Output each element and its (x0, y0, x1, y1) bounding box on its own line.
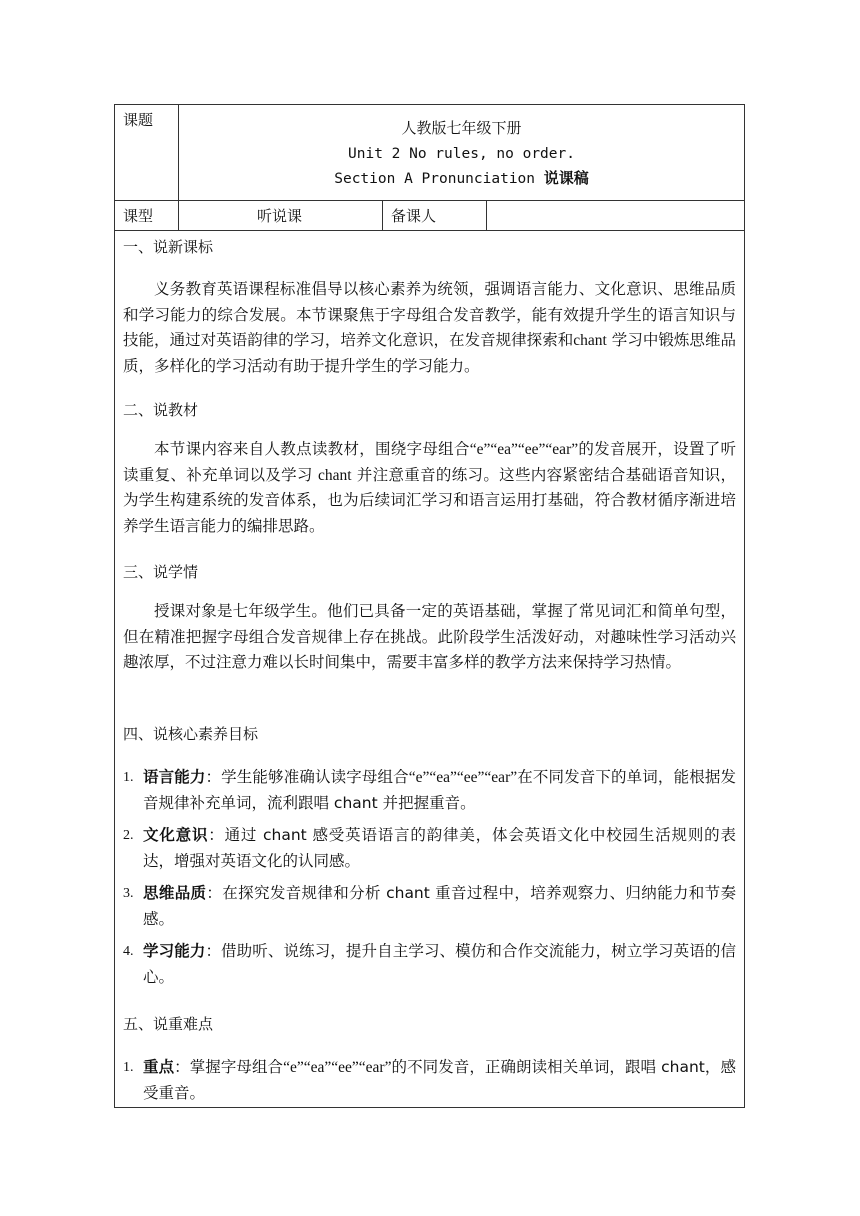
title-line-3-en: Section A Pronunciation (334, 171, 544, 187)
text-part: 义务教育英语课程标准倡导以核心素养为统领，强调语言能力、文化意识、思维品质和学习能力的综合发展。本节课聚焦于字母组合发音教学，能有效提升学生的语言知识与技能，通过对英语韵律的学习，培养文化意识，在发音规律探索和 (123, 280, 736, 349)
type-label: 课型 (123, 207, 154, 225)
section-heading-textbook: 二、说教材 (123, 401, 199, 419)
title-line-2: Unit 2 No rules, no order. (348, 146, 575, 162)
section-heading-key-points: 五、说重难点 (123, 1015, 214, 1033)
text-part: 学习中锻炼思维品质，多样化的学习活动有助于提升学生的学习能力。 (123, 331, 736, 375)
section-text-textbook (123, 437, 736, 539)
goal-item (123, 823, 736, 874)
text-part: ：在探究发音规律和分析 chant 重音过程中，培养观察力、归纳能力和节奏感。 (143, 884, 736, 928)
type-value: 听说课 (257, 207, 303, 225)
item-number: 1. (123, 770, 134, 785)
title-row (115, 105, 744, 201)
text-part: 并注意重音的练习。这些内容紧密结合基础语音知识，为学生构建系统的发音体系，也为后续词汇学习和语言运用打基础，符合教材循序渐进培养学生语言能力的编排思路。 (123, 465, 736, 535)
goal-item (123, 765, 736, 816)
goal-item (123, 939, 736, 990)
item-number: 4. (123, 944, 134, 959)
type-row (115, 200, 744, 231)
item-bold: 文化意识 (143, 826, 209, 844)
item-bold: 重点 (143, 1058, 175, 1076)
text-part: ：掌握字母组合 (174, 1058, 284, 1076)
text-part: 在不同发音下的单词，能根据发音规律补充单词，流利跟唱 chant 并把握重音。 (143, 768, 736, 812)
text-part-en: chant (318, 466, 352, 484)
text-part: ：借助听、说练习，提升自主学习、模仿和合作交流能力，树立学习英语的信心。 (143, 942, 736, 986)
preparer-label: 备课人 (391, 207, 437, 225)
item-bold: 思维品质 (143, 884, 207, 902)
key-point-item (123, 1055, 736, 1106)
text-part-en: “e”“ea”“ee”“ear” (469, 441, 579, 458)
text-part: ：通过 chant 感受英语语言的韵律美，体会英语文化中校园生活规则的表达，增强对英语文化的认同感。 (143, 826, 736, 870)
item-number: 2. (123, 828, 134, 843)
section-heading-standards: 一、说新课标 (123, 238, 214, 256)
divider (178, 200, 179, 230)
title-line-3-cn: 说课稿 (543, 171, 589, 187)
goal-item (123, 881, 736, 932)
lesson-table (114, 104, 745, 1108)
title-line-3 (179, 167, 744, 192)
item-bold: 学习能力 (143, 942, 206, 960)
text-part: 本节课内容来自人教点读教材，围绕字母组合 (154, 440, 470, 458)
title-line-1: 人教版七年级下册 (401, 121, 522, 137)
section-heading-students: 三、说学情 (123, 563, 199, 581)
text-part-en: “e”“ea”“ee”“ear” (408, 769, 518, 786)
section-text-standards (123, 277, 736, 379)
section-text-students: 授课对象是七年级学生。他们已具备一定的英语基础，掌握了常见词汇和简单句型，但在精准把握字母组合发音规律上存在挑战。此阶段学生活泼好动，对趣味性学习活动兴趣浓厚，不过注意力难以长时间集中，需要丰富多样的教学方法来保持学习热情。 (123, 602, 736, 671)
divider (486, 200, 487, 230)
item-bold: 语言能力 (143, 768, 206, 786)
text-part-en: chant (573, 332, 607, 349)
item-number: 3. (123, 886, 134, 901)
text-part: ：学生能够准确认读字母组合 (205, 768, 409, 786)
topic-label: 课题 (123, 111, 154, 129)
text-part: 的发音展开，设置了听读重复、补充单词以及学习 (123, 440, 736, 484)
text-part: 的不同发音，正确朗读相关单词，跟唱 chant，感受重音。 (143, 1058, 736, 1102)
text-part-en: “e”“ea”“ee”“ear” (283, 1059, 392, 1076)
divider (382, 200, 383, 230)
item-number: 1. (123, 1060, 134, 1075)
section-heading-goals: 四、说核心素养目标 (123, 725, 259, 743)
lesson-title (179, 117, 744, 192)
